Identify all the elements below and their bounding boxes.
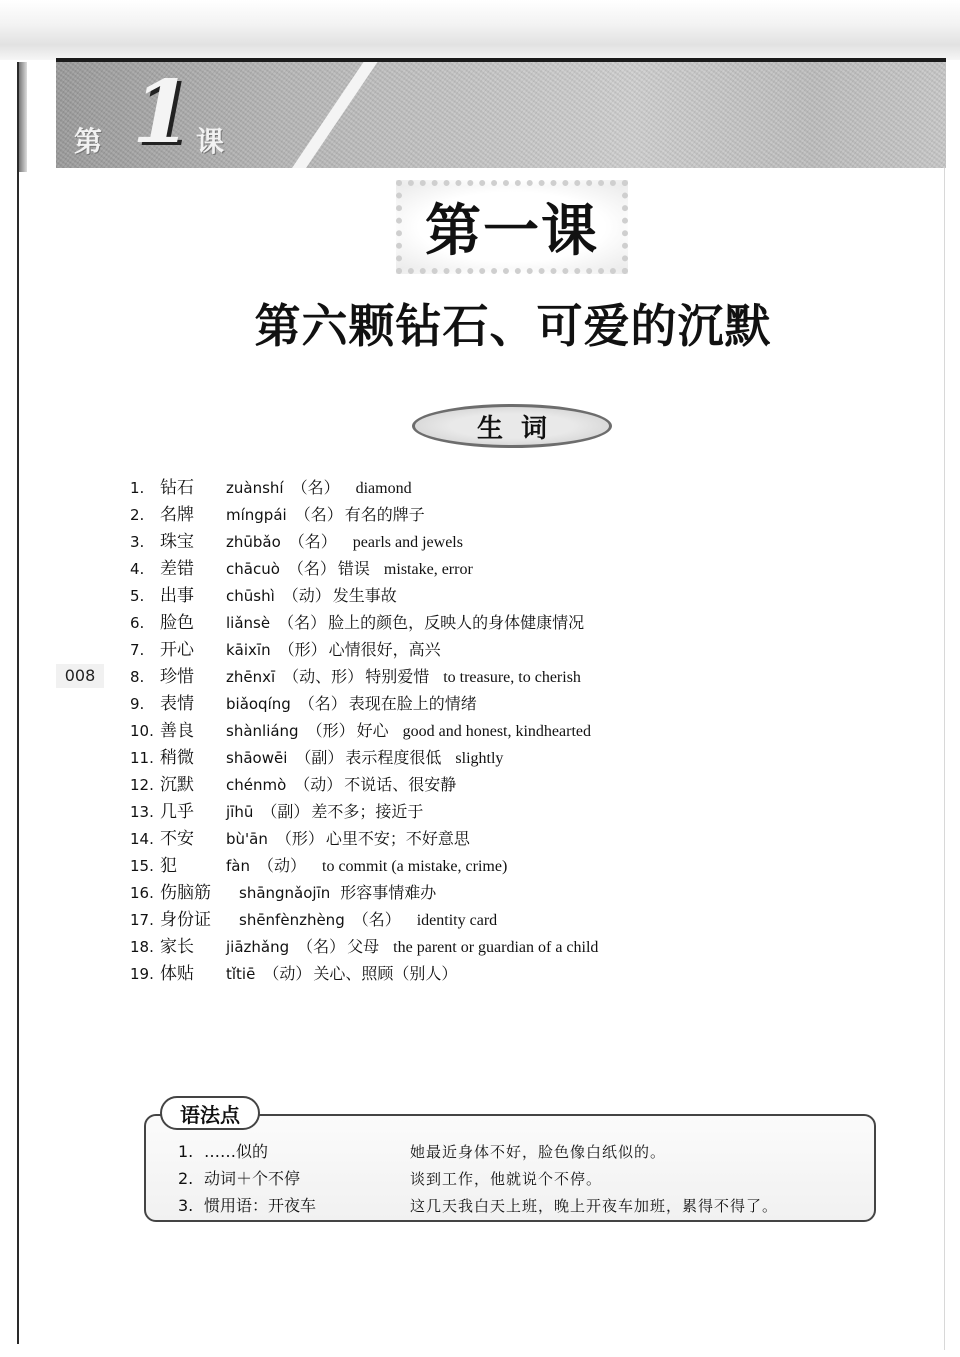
grammar-point: 惯用语：开夜车 xyxy=(204,1196,317,1215)
grammar-list xyxy=(178,1138,858,1219)
banner-lesson-number: 1 xyxy=(132,62,192,163)
vocab-pinyin: tǐtiē xyxy=(226,965,256,983)
grammar-point: 动词＋个不停 xyxy=(204,1169,301,1188)
left-margin-rule xyxy=(17,62,19,1344)
vocab-number: 11. xyxy=(130,749,154,767)
grammar-example: 谈到工作，他就说个不停。 xyxy=(410,1170,603,1188)
vocab-part-of-speech: （名） xyxy=(278,613,327,632)
vocab-chinese-definition: 表现在脸上的情绪 xyxy=(348,694,477,713)
vocab-item xyxy=(130,825,750,852)
vocab-pinyin: shāngnǎojīn xyxy=(239,884,331,902)
vocab-word: 钻石 xyxy=(160,478,194,498)
vocab-english-definition: the parent or guardian of a child xyxy=(393,939,599,956)
banner-slash-decoration xyxy=(292,62,377,168)
vocab-number: 5. xyxy=(130,587,145,605)
vocab-item xyxy=(130,690,750,717)
vocab-number: 18. xyxy=(130,938,154,956)
vocab-word: 珍惜 xyxy=(160,667,194,687)
vocab-part-of-speech: （名） xyxy=(287,559,336,578)
vocab-item xyxy=(130,636,750,663)
vocab-number: 7. xyxy=(130,641,145,659)
vocab-section-label: 生词 xyxy=(476,413,565,444)
vocab-item xyxy=(130,528,750,555)
vocab-part-of-speech: （名） xyxy=(298,694,347,713)
page-title: 第六颗钻石、可爱的沉默 xyxy=(254,299,772,353)
vocab-item xyxy=(130,960,750,987)
vocab-chinese-definition: 错误 xyxy=(337,559,370,578)
vocab-pinyin: zhūbǎo xyxy=(226,533,281,551)
vocab-chinese-definition: 不说话、很安静 xyxy=(344,775,457,794)
page-number: 008 xyxy=(56,664,104,688)
grammar-section-label: 语法点 xyxy=(160,1096,260,1130)
lesson-banner xyxy=(56,58,946,168)
vocab-chinese-definition: 脸上的颜色，反映人的身体健康情况 xyxy=(328,613,585,632)
grammar-example: 她最近身体不好，脸色像白纸似的。 xyxy=(410,1143,667,1161)
vocab-number: 8. xyxy=(130,668,145,686)
vocab-item xyxy=(130,609,750,636)
vocab-chinese-definition: 父母 xyxy=(347,937,380,956)
vocab-word: 开心 xyxy=(160,640,194,660)
vocab-number: 10. xyxy=(130,722,154,740)
grammar-number: 2. xyxy=(178,1169,194,1188)
vocab-english-definition: to commit (a mistake, crime) xyxy=(322,858,508,875)
banner-prefix: 第 xyxy=(74,125,103,158)
vocab-word: 稍微 xyxy=(160,748,194,768)
vocab-english-definition: pearls and jewels xyxy=(352,534,463,551)
vocab-part-of-speech: （形） xyxy=(275,829,324,848)
vocab-number: 15. xyxy=(130,857,154,875)
grammar-number: 3. xyxy=(178,1196,194,1215)
left-margin-shade xyxy=(19,62,27,172)
vocab-part-of-speech: （名） xyxy=(297,937,346,956)
vocab-pinyin: bù'ān xyxy=(226,830,268,848)
vocab-item xyxy=(130,555,750,582)
vocab-word: 伤脑筋 xyxy=(160,883,211,903)
vocab-part-of-speech: （副） xyxy=(261,802,310,821)
lesson-title-frame xyxy=(396,180,628,274)
vocab-chinese-definition: 表示程度很低 xyxy=(345,748,442,767)
vocab-part-of-speech: （名） xyxy=(288,532,337,551)
vocab-item xyxy=(130,744,750,771)
vocab-part-of-speech: （形） xyxy=(306,721,355,740)
vocab-item xyxy=(130,852,750,879)
vocab-item xyxy=(130,933,750,960)
vocab-item xyxy=(130,474,750,501)
vocab-item xyxy=(130,717,750,744)
vocab-word: 身份证 xyxy=(160,910,211,930)
vocab-item xyxy=(130,771,750,798)
grammar-point: ……似的 xyxy=(204,1142,269,1161)
right-page-edge xyxy=(944,60,945,1350)
vocab-item xyxy=(130,906,750,933)
vocab-chinese-definition: 心里不安；不好意思 xyxy=(325,829,470,848)
vocab-item xyxy=(130,798,750,825)
vocab-pinyin: jīhū xyxy=(226,803,254,821)
vocab-chinese-definition: 有名的牌子 xyxy=(344,505,425,524)
vocab-part-of-speech: （动） xyxy=(263,964,312,983)
vocab-chinese-definition: 差不多；接近于 xyxy=(311,802,424,821)
vocab-word: 家长 xyxy=(160,937,194,957)
vocab-word: 沉默 xyxy=(160,775,194,795)
vocab-english-definition: identity card xyxy=(416,912,498,929)
vocab-number: 6. xyxy=(130,614,145,632)
vocab-english-definition: to treasure, to cherish xyxy=(443,669,581,686)
vocab-word: 出事 xyxy=(160,586,194,606)
vocab-item xyxy=(130,501,750,528)
lesson-title: 第一课 xyxy=(425,198,599,264)
vocab-part-of-speech: （名） xyxy=(352,910,401,929)
banner-suffix: 课 xyxy=(196,125,225,158)
vocab-pinyin: liǎnsè xyxy=(226,614,271,632)
vocab-word: 不安 xyxy=(160,829,194,849)
vocab-part-of-speech: （动、形） xyxy=(283,667,364,686)
vocab-pinyin: jiāzhǎng xyxy=(226,938,290,956)
vocab-chinese-definition: 形容事情难办 xyxy=(340,883,437,902)
vocab-part-of-speech: （形） xyxy=(278,640,327,659)
vocab-pinyin: shànliáng xyxy=(226,722,299,740)
vocab-number: 16. xyxy=(130,884,154,902)
vocab-pinyin: fàn xyxy=(226,857,250,875)
vocab-number: 13. xyxy=(130,803,154,821)
vocab-word: 犯 xyxy=(160,856,177,876)
vocab-pinyin: biǎoqíng xyxy=(226,695,291,713)
vocab-number: 19. xyxy=(130,965,154,983)
vocab-part-of-speech: （名） xyxy=(294,505,343,524)
vocab-number: 3. xyxy=(130,533,145,551)
vocab-pinyin: chūshì xyxy=(226,587,275,605)
vocab-pinyin: shēnfènzhèng xyxy=(239,911,345,929)
vocab-pinyin: chācuò xyxy=(226,560,280,578)
vocab-list xyxy=(130,474,750,987)
vocab-chinese-definition: 好心 xyxy=(356,721,389,740)
vocab-number: 17. xyxy=(130,911,154,929)
vocab-word: 几乎 xyxy=(160,802,194,822)
vocab-item xyxy=(130,663,750,690)
grammar-example: 这几天我白天上班，晚上开夜车加班，累得不得了。 xyxy=(410,1197,779,1215)
grammar-item xyxy=(178,1138,858,1165)
vocab-word: 表情 xyxy=(160,694,194,714)
vocab-chinese-definition: 关心、照顾（别人） xyxy=(313,964,458,983)
vocab-english-definition: mistake, error xyxy=(383,561,473,578)
vocab-word: 珠宝 xyxy=(160,532,194,552)
vocab-word: 体贴 xyxy=(160,964,194,984)
grammar-item xyxy=(178,1165,858,1192)
vocab-pinyin: chénmò xyxy=(226,776,287,794)
vocab-word: 名牌 xyxy=(160,505,194,525)
vocab-pinyin: zhēnxī xyxy=(226,668,276,686)
vocab-item xyxy=(130,582,750,609)
grammar-item xyxy=(178,1192,858,1219)
vocab-number: 9. xyxy=(130,695,145,713)
vocab-number: 14. xyxy=(130,830,154,848)
vocab-chinese-definition: 特别爱惜 xyxy=(365,667,430,686)
vocab-part-of-speech: （动） xyxy=(282,586,331,605)
vocab-number: 2. xyxy=(130,506,145,524)
vocab-part-of-speech: （动） xyxy=(294,775,343,794)
vocab-pinyin: zuànshí xyxy=(226,479,284,497)
vocab-english-definition: good and honest, kindhearted xyxy=(402,723,592,740)
vocab-pinyin: míngpái xyxy=(226,506,287,524)
scan-shadow-top xyxy=(0,0,960,60)
vocab-part-of-speech: （名） xyxy=(291,478,340,497)
grammar-number: 1. xyxy=(178,1142,194,1161)
vocab-chinese-definition: 发生事故 xyxy=(332,586,397,605)
vocab-number: 12. xyxy=(130,776,154,794)
vocab-pinyin: kāixīn xyxy=(226,641,271,659)
vocab-number: 1. xyxy=(130,479,145,497)
vocab-item xyxy=(130,879,750,906)
vocab-english-definition: diamond xyxy=(355,480,412,497)
vocab-part-of-speech: （副） xyxy=(295,748,344,767)
vocab-section-badge xyxy=(412,404,612,448)
vocab-part-of-speech: （动） xyxy=(257,856,306,875)
vocab-english-definition: slightly xyxy=(455,750,504,767)
vocab-word: 善良 xyxy=(160,721,194,741)
vocab-pinyin: shāowēi xyxy=(226,749,288,767)
vocab-word: 脸色 xyxy=(160,613,194,633)
vocab-number: 4. xyxy=(130,560,145,578)
vocab-chinese-definition: 心情很好，高兴 xyxy=(328,640,441,659)
vocab-word: 差错 xyxy=(160,559,194,579)
